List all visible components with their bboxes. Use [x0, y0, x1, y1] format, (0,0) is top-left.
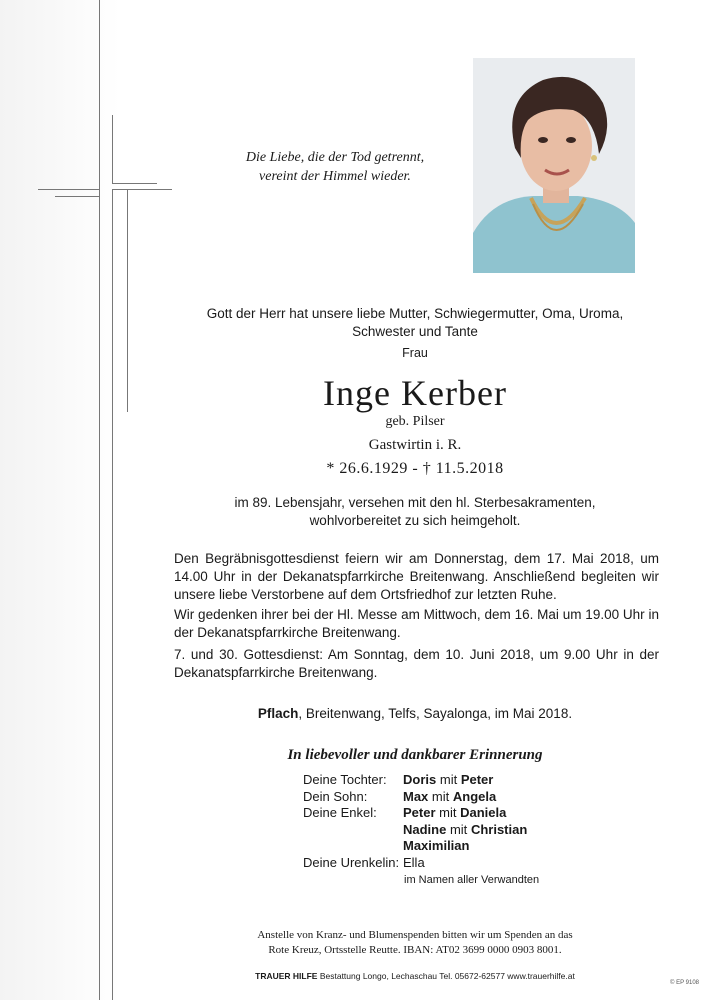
family-row-grandchildren-1 [303, 805, 527, 822]
portrait-photo [473, 58, 635, 273]
cross-vertical-left-bottom [127, 190, 128, 412]
salutation: Frau [402, 346, 428, 360]
family-mit: mit [439, 805, 457, 820]
family-mit: mit [439, 772, 458, 787]
cross-vertical-inner-top [112, 115, 113, 183]
family-row-son [303, 789, 527, 806]
life-dates: * 26.6.1929 - † 11.5.2018 [326, 460, 504, 477]
family-row-great-granddaughter [303, 855, 527, 872]
family-name: Max [403, 788, 429, 804]
memorial-quote [200, 148, 470, 186]
memorial-service-paragraph: 7. und 30. Gottesdienst: Am Sonntag, dem 10. Juni 2018, um 9.00 Uhr in der Dekanatspfarrkirche Breitenwang. [174, 647, 659, 680]
family-name: Daniela [460, 805, 507, 820]
footer-text: Bestattung Longo, Lechaschau Tel. 05672-62577 www.trauerhilfe.at [317, 971, 575, 981]
relation-label-empty [303, 822, 403, 839]
funeral-paragraph: Den Begräbnisgottesdienst feiern wir am Donnerstag, dem 17. Mai 2018, um 14.00 Uhr in der Dekanatspfarrkirche Breitenwang. Anschließend begleiten wir unsere liebe Verstorbene auf dem Ortsfriedhof zur letzten Ruhe. [174, 551, 659, 602]
relation-label: Deine Enkel: [303, 805, 377, 820]
footer-funeral-home [180, 971, 650, 981]
intro-line-1: Gott der Herr hat unsere liebe Mutter, Schwiegermutter, Oma, Uroma, [206, 306, 624, 321]
family-list [303, 772, 527, 871]
donation-notice [180, 928, 650, 958]
family-name: Peter [403, 805, 436, 820]
birth-name: geb. Pilser [385, 414, 445, 429]
family-name: Nadine [403, 821, 447, 837]
remembrance-heading: In liebevoller und dankbarer Erinnerung [287, 747, 543, 763]
family-mit: mit [449, 821, 468, 837]
relation-label-empty [303, 838, 403, 855]
portrait-illustration [473, 58, 635, 273]
family-name: Angela [452, 788, 497, 804]
cross-horizontal-left [38, 189, 100, 190]
intro-line-2: Schwester und Tante [352, 324, 478, 339]
place-bold: Pflach [257, 706, 299, 721]
deceased-name: Inge Kerber [323, 373, 507, 413]
footer-brand: TRAUER HILFE [255, 971, 318, 981]
mass-paragraph: Wir gedenken ihrer bei der Hl. Messe am Mittwoch, dem 16. Mai um 19.00 Uhr in der Dekanatspfarrkirche Breitenwang. [174, 607, 659, 640]
age-text [180, 494, 650, 530]
place-date-line [180, 706, 650, 721]
family-row-daughter [303, 772, 527, 789]
donation-line-1: Anstelle von Kranz- und Blumenspenden bitten wir um Spenden an das [257, 929, 573, 941]
family-row-grandchildren-3 [303, 838, 527, 855]
age-line-2: wohlvorbereitet zu sich heimgeholt. [309, 513, 521, 528]
occupation: Gastwirtin i. R. [368, 437, 462, 453]
quote-line-2: vereint der Himmel wieder. [259, 169, 411, 184]
age-line-1: im 89. Lebensjahr, versehen mit den hl. Sterbesakramenten, [234, 495, 596, 510]
all-relatives: im Namen aller Verwandten [404, 874, 540, 886]
intro-text [180, 305, 650, 341]
cross-horizontal-inner-left [55, 196, 100, 197]
family-row-grandchildren-2 [303, 822, 527, 839]
family-name: Doris [403, 772, 437, 787]
family-name: Ella [403, 854, 425, 870]
relation-label: Deine Urenkelin: [303, 854, 400, 870]
cross-vertical-inner-bottom [112, 190, 113, 1000]
cross-horizontal-inner-right [112, 183, 157, 184]
donation-line-2: Rote Kreuz, Ortsstelle Reutte. IBAN: AT02 3699 0000 0903 8001. [268, 944, 562, 956]
cross-horizontal-right [112, 189, 172, 190]
quote-line-1: Die Liebe, die der Tod getrennt, [245, 150, 425, 165]
family-name: Maximilian [403, 838, 470, 853]
family-name: Peter [460, 772, 494, 787]
family-name: Christian [470, 821, 528, 837]
place-rest: , Breitenwang, Telfs, Sayalonga, im Mai 2018. [298, 706, 573, 721]
family-mit: mit [431, 788, 450, 804]
relation-label: Dein Sohn: [303, 788, 368, 804]
relation-label: Deine Tochter: [303, 772, 387, 787]
cross-vertical-outer [99, 0, 100, 1000]
document-code: © EP 9108 [670, 980, 699, 986]
